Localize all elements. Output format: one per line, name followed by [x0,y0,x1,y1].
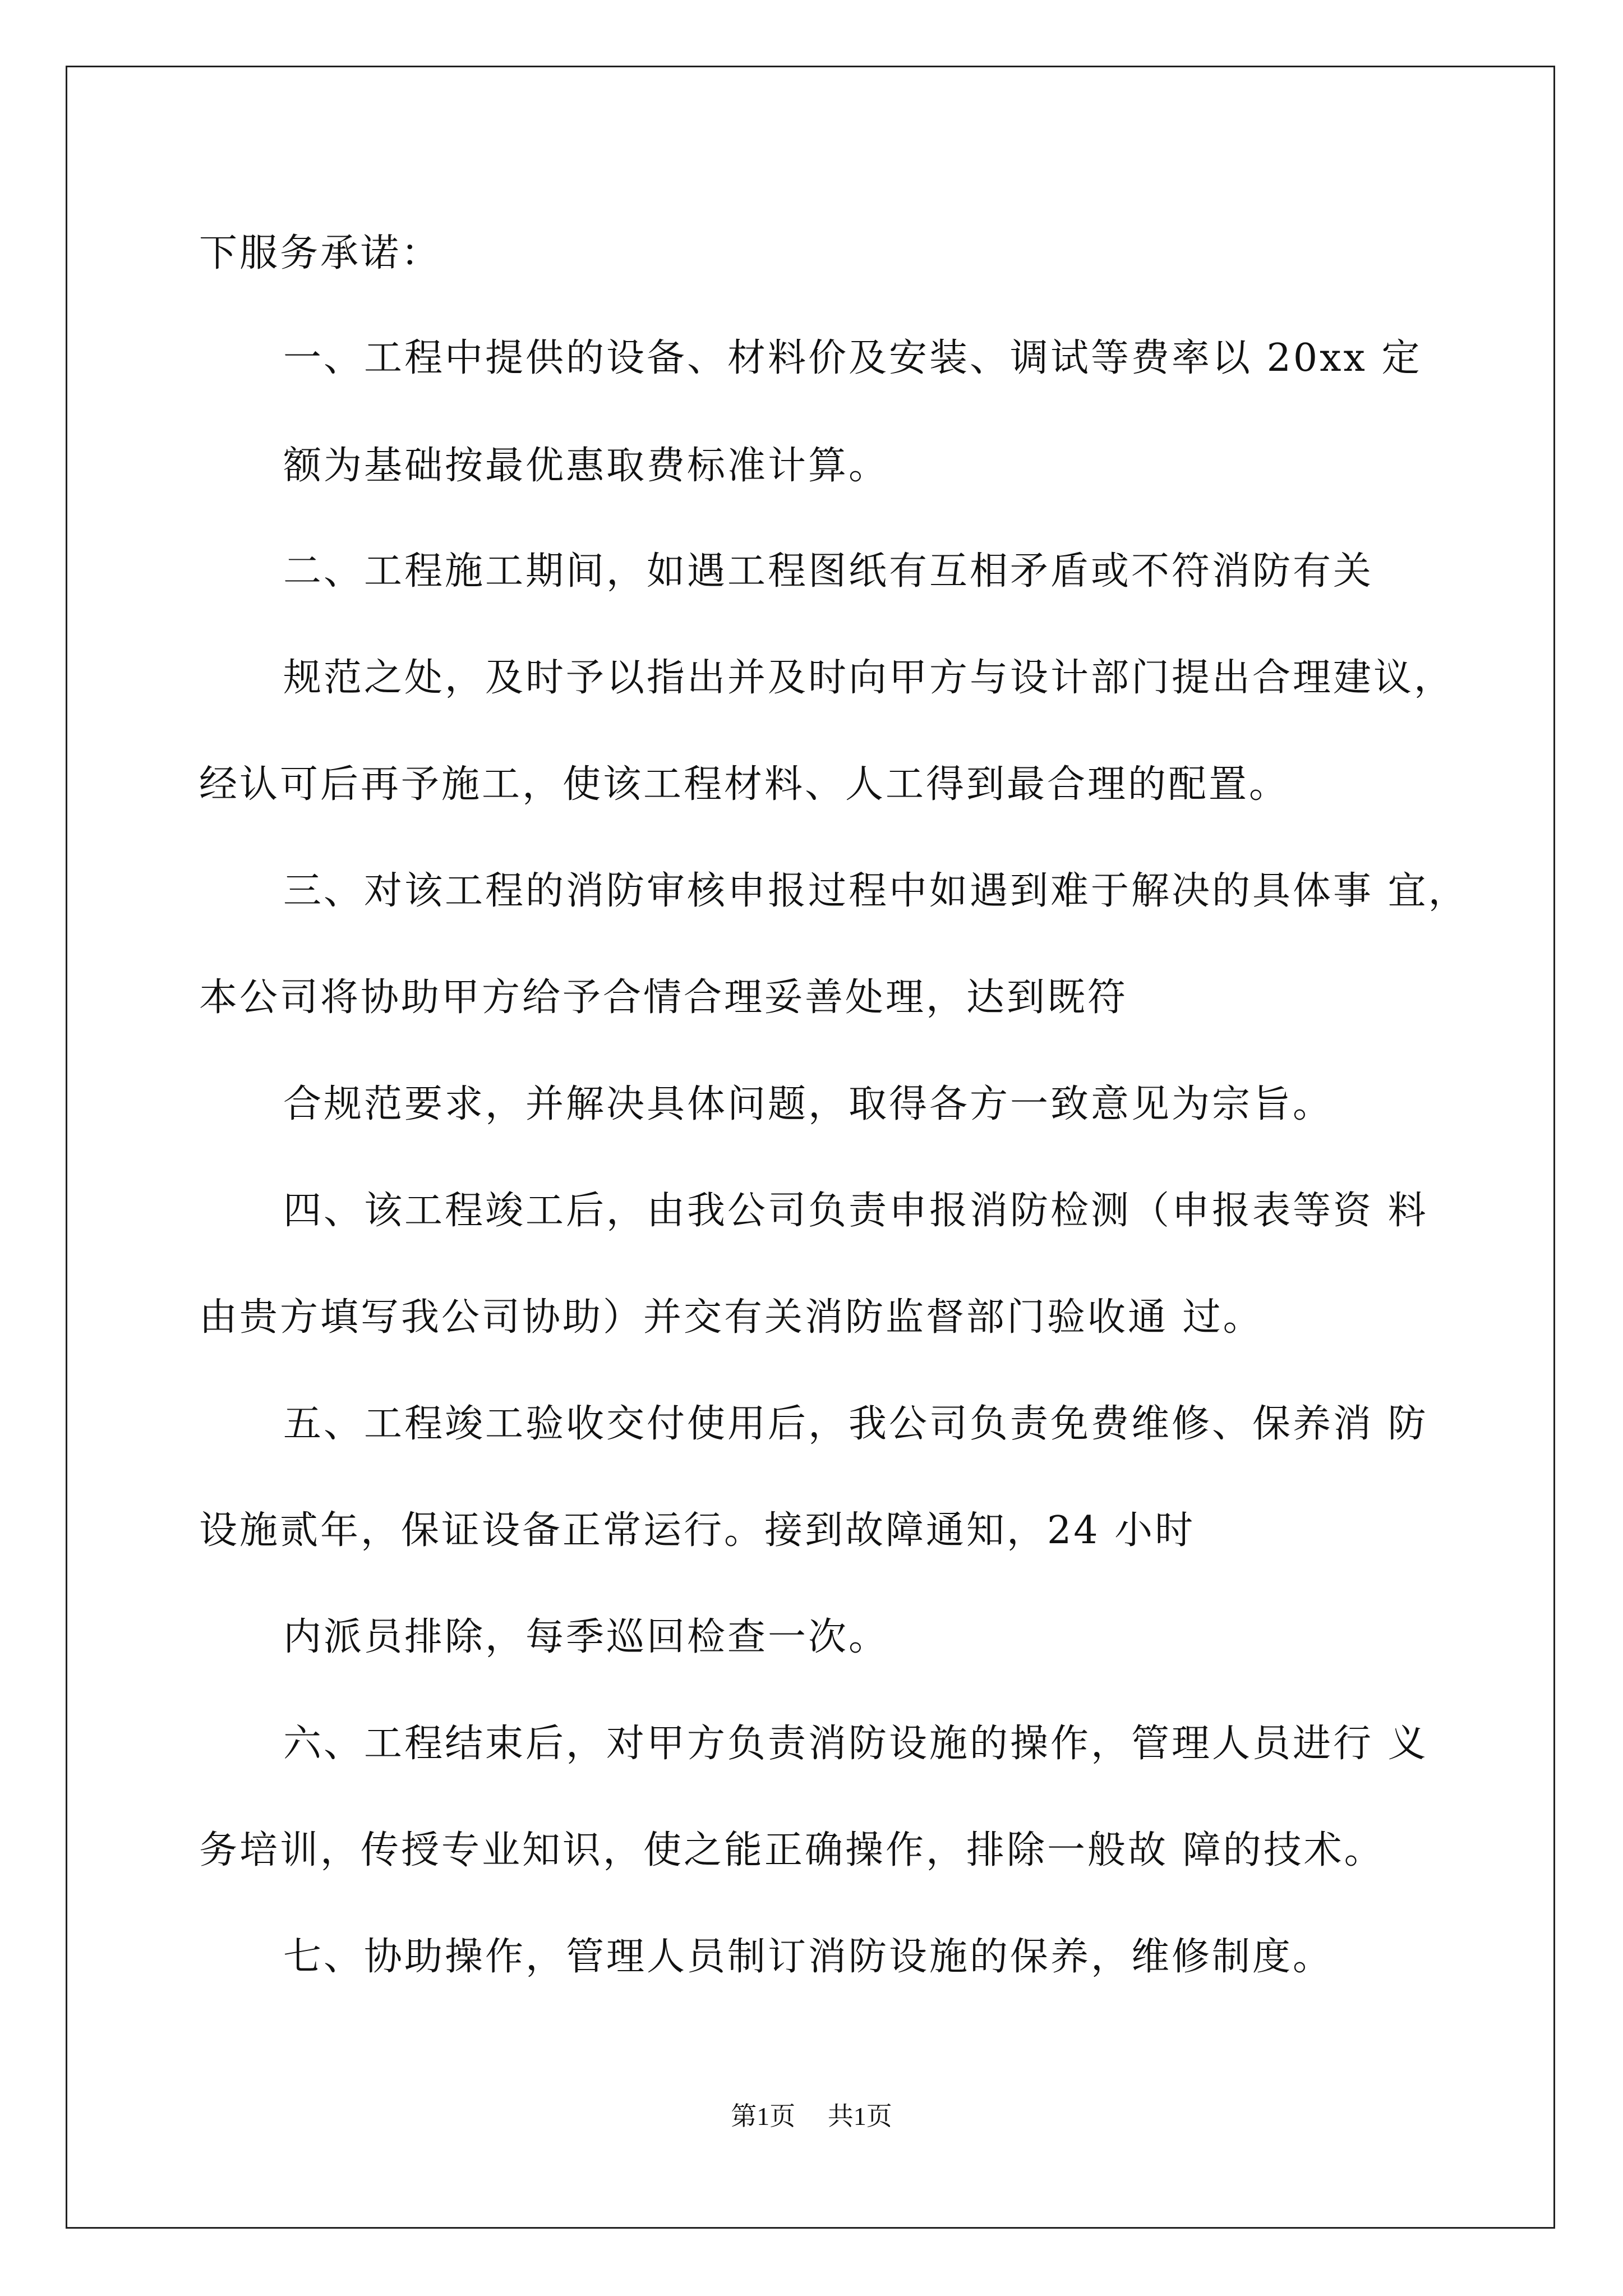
text-line-3: 额为基础按最优惠取费标准计算。 [283,444,889,488]
page-number: 第1页 [731,2102,796,2131]
text-line-7: 三、对该工程的消防审核申报过程中如遇到难于解决的具体事 宜， [283,869,1469,913]
text-line-17: 七、协助操作，管理人员制订消防设施的保养，维修制度。 [283,1935,1334,1979]
text-line-16: 务培训，传授专业知识，使之能正确操作，排除一般故 障的技术。 [199,1828,1385,1872]
page-footer [0,2104,1623,2129]
text-line-14: 内派员排除，每季巡回检查一次。 [283,1615,889,1659]
text-line-4: 二、工程施工期间，如遇工程图纸有互相矛盾或不符消防有关 [283,549,1374,593]
page-border [66,66,1555,2229]
text-line-15: 六、工程结束后，对甲方负责消防设施的操作，管理人员进行 义 [283,1722,1428,1766]
text-line-13: 设施贰年，保证设备正常运行。接到故障通知，24 小时 [199,1508,1196,1553]
text-line-5: 规范之处，及时予以指出并及时向甲方与设计部门提出合理建议， [283,656,1455,700]
text-line-10: 四、该工程竣工后，由我公司负责申报消防检测（申报表等资 料 [283,1189,1428,1233]
text-line-11: 由贵方填写我公司协助）并交有关消防监督部门验收通 过。 [199,1295,1264,1340]
text-line-1: 下服务承诺： [199,231,442,275]
text-line-6: 经认可后再予施工，使该工程材料、人工得到最合理的配置。 [199,762,1290,807]
text-line-12: 五、工程竣工验收交付使用后，我公司负责免费维修、保养消 防 [283,1402,1428,1446]
page-total: 共1页 [827,2102,892,2131]
text-line-8: 本公司将协助甲方给予合情合理妥善处理，达到既符 [199,976,1128,1020]
text-line-9: 合规范要求，并解决具体问题，取得各方一致意见为宗旨。 [283,1082,1334,1126]
text-line-2: 一、工程中提供的设备、材料价及安装、调试等费率以 20xx 定 [283,336,1422,380]
